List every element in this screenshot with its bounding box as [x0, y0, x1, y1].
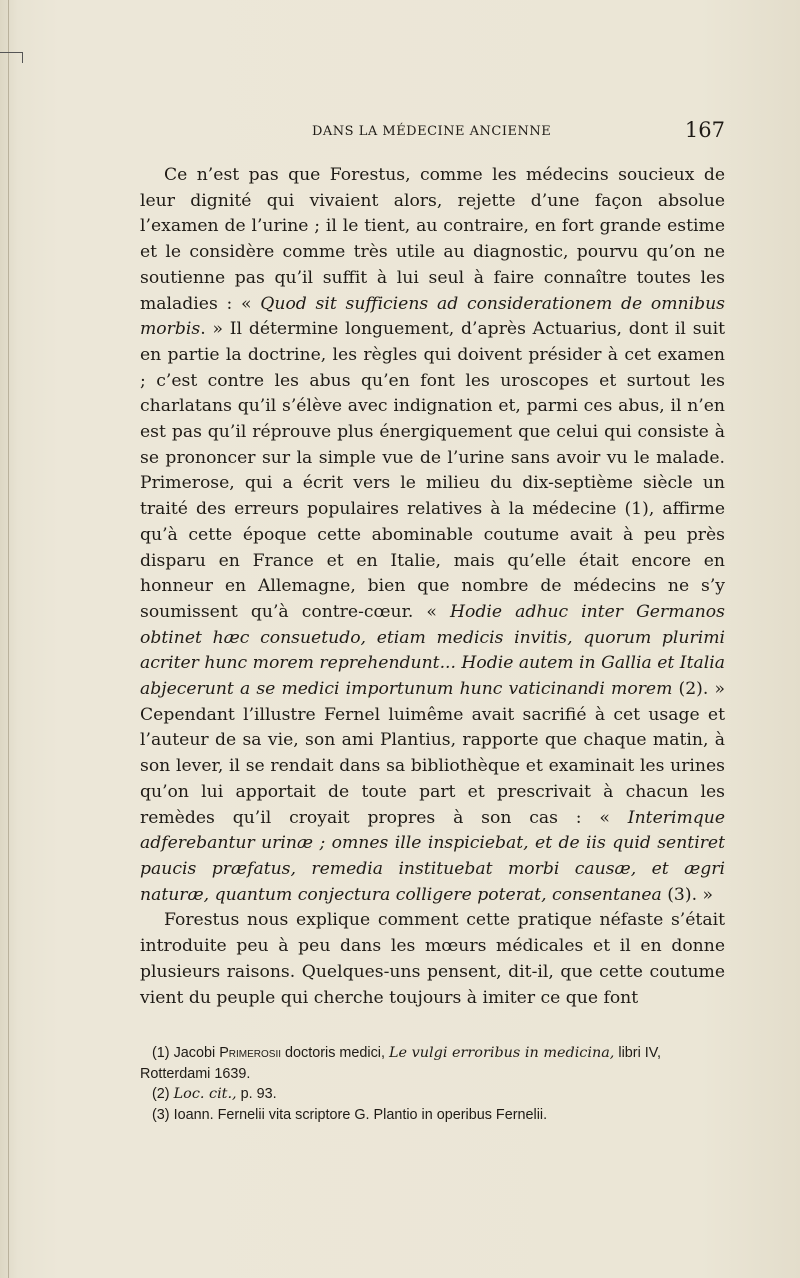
page-number: 167	[684, 118, 725, 142]
footnote-1-part-a: (1) Jacobi	[152, 1045, 220, 1061]
footnote-2-part-c: p. 93.	[236, 1086, 277, 1103]
paragraph-1	[140, 163, 725, 908]
footnote-1-title: Le vulgi erroribus in medicina,	[388, 1045, 615, 1061]
footnote-1-part-e: libri IV, Rotterdami 1639.	[140, 1045, 662, 1082]
footnote-1	[140, 1043, 725, 1084]
footnotes	[140, 1043, 725, 1125]
footnote-2-part-a: (2)	[152, 1086, 174, 1103]
latin-quote-1: Quod sit sufficiens ad considerationem de omnibus morbis	[140, 293, 725, 340]
footnote-2-citation: Loc. cit.,	[173, 1086, 237, 1103]
footnote-2	[140, 1084, 725, 1105]
running-title: DANS LA MÉDECINE ANCIENNE	[312, 124, 552, 139]
paragraph-1-part-e: (2). » Cependant l’illustre Fernel luimême avait sacrifié à cet usage et l’auteur de sa vie, son ami Plantius, rapporte que chaque matin, à son lever, il se rendait dans sa bibliothèque et examinait les urines qu’on lui apportait de toute part et prescrivait à chacun les remèdes qu’il croyait propres à son cas : «	[140, 679, 725, 828]
binding-edge	[0, 0, 9, 1278]
paragraph-1-part-a: Ce n’est pas que Forestus, comme les médecins soucieux de leur dignité qui vivaient alors, rejette d’une façon absolue l’examen de l’urine ; il le tient, au contraire, en fort grande estime et le considère comme très utile au diagnostic, pourvu qu’on ne soutienne pas qu’il suffit à lui seul à faire connaître toutes les maladies : «	[140, 165, 725, 314]
latin-quote-2: Hodie adhuc inter Germanos obtinet hæc consuetudo, etiam medicis invitis, quorum plurimi acriter hunc morem reprehendunt... Hodie autem in Gallia et Italia abjecerunt a se medici importunum hunc vaticinandi morem	[140, 601, 725, 700]
crop-mark	[0, 52, 23, 63]
page-header	[140, 118, 725, 148]
paragraph-2: Forestus nous explique comment cette pratique néfaste s’était introduite peu à peu dans les mœurs médicales et il en donne plusieurs raisons. Quelques-uns pensent, dit-il, que cette coutume vient du peuple qui cherche toujours à imiter ce que font	[140, 910, 725, 1008]
footnote-3: (3) Ioann. Fernelii vita scriptore G. Plantio in operibus Fernelii.	[152, 1106, 548, 1123]
main-text	[140, 163, 725, 1011]
footnote-1-part-c: doctoris medici,	[281, 1045, 389, 1061]
paragraph-1-part-c: . » Il détermine longuement, d’après Actuarius, dont il suit en partie la doctrine, les règles qui doivent présider à cet examen ; c’est contre les abus qu’en font les uroscopes et surtout les charlatans qu’il s’élève avec indignation et, parmi ces abus, il n’en est pas qu’il réprouve plus énergiquement que celui qui consiste à se prononcer sur la simple vue de l’urine sans avoir vu le malade. Primerose, qui a écrit vers le milieu du dix-septième siècle un traité des erreurs populaires relatives à la médecine (1), affirme qu’à cette époque cette abominable coutume avait à peu près disparu en France et en Italie, mais qu’elle était encore en honneur en Allemagne, bien que nombre de médecins ne s’y soumissent qu’à contre-cœur. «	[140, 319, 725, 622]
paragraph-1-part-g: (3). »	[661, 884, 714, 905]
latin-quote-3: Interimque adferebantur urinæ ; omnes ille inspiciebat, et de iis quid sentiret paucis præfatus, remedia instituebat morbi causæ, et ægri naturæ, quantum conjectura colligere poterat, consentanea	[140, 807, 725, 905]
footnote-1-author: Primerosii	[219, 1045, 282, 1061]
